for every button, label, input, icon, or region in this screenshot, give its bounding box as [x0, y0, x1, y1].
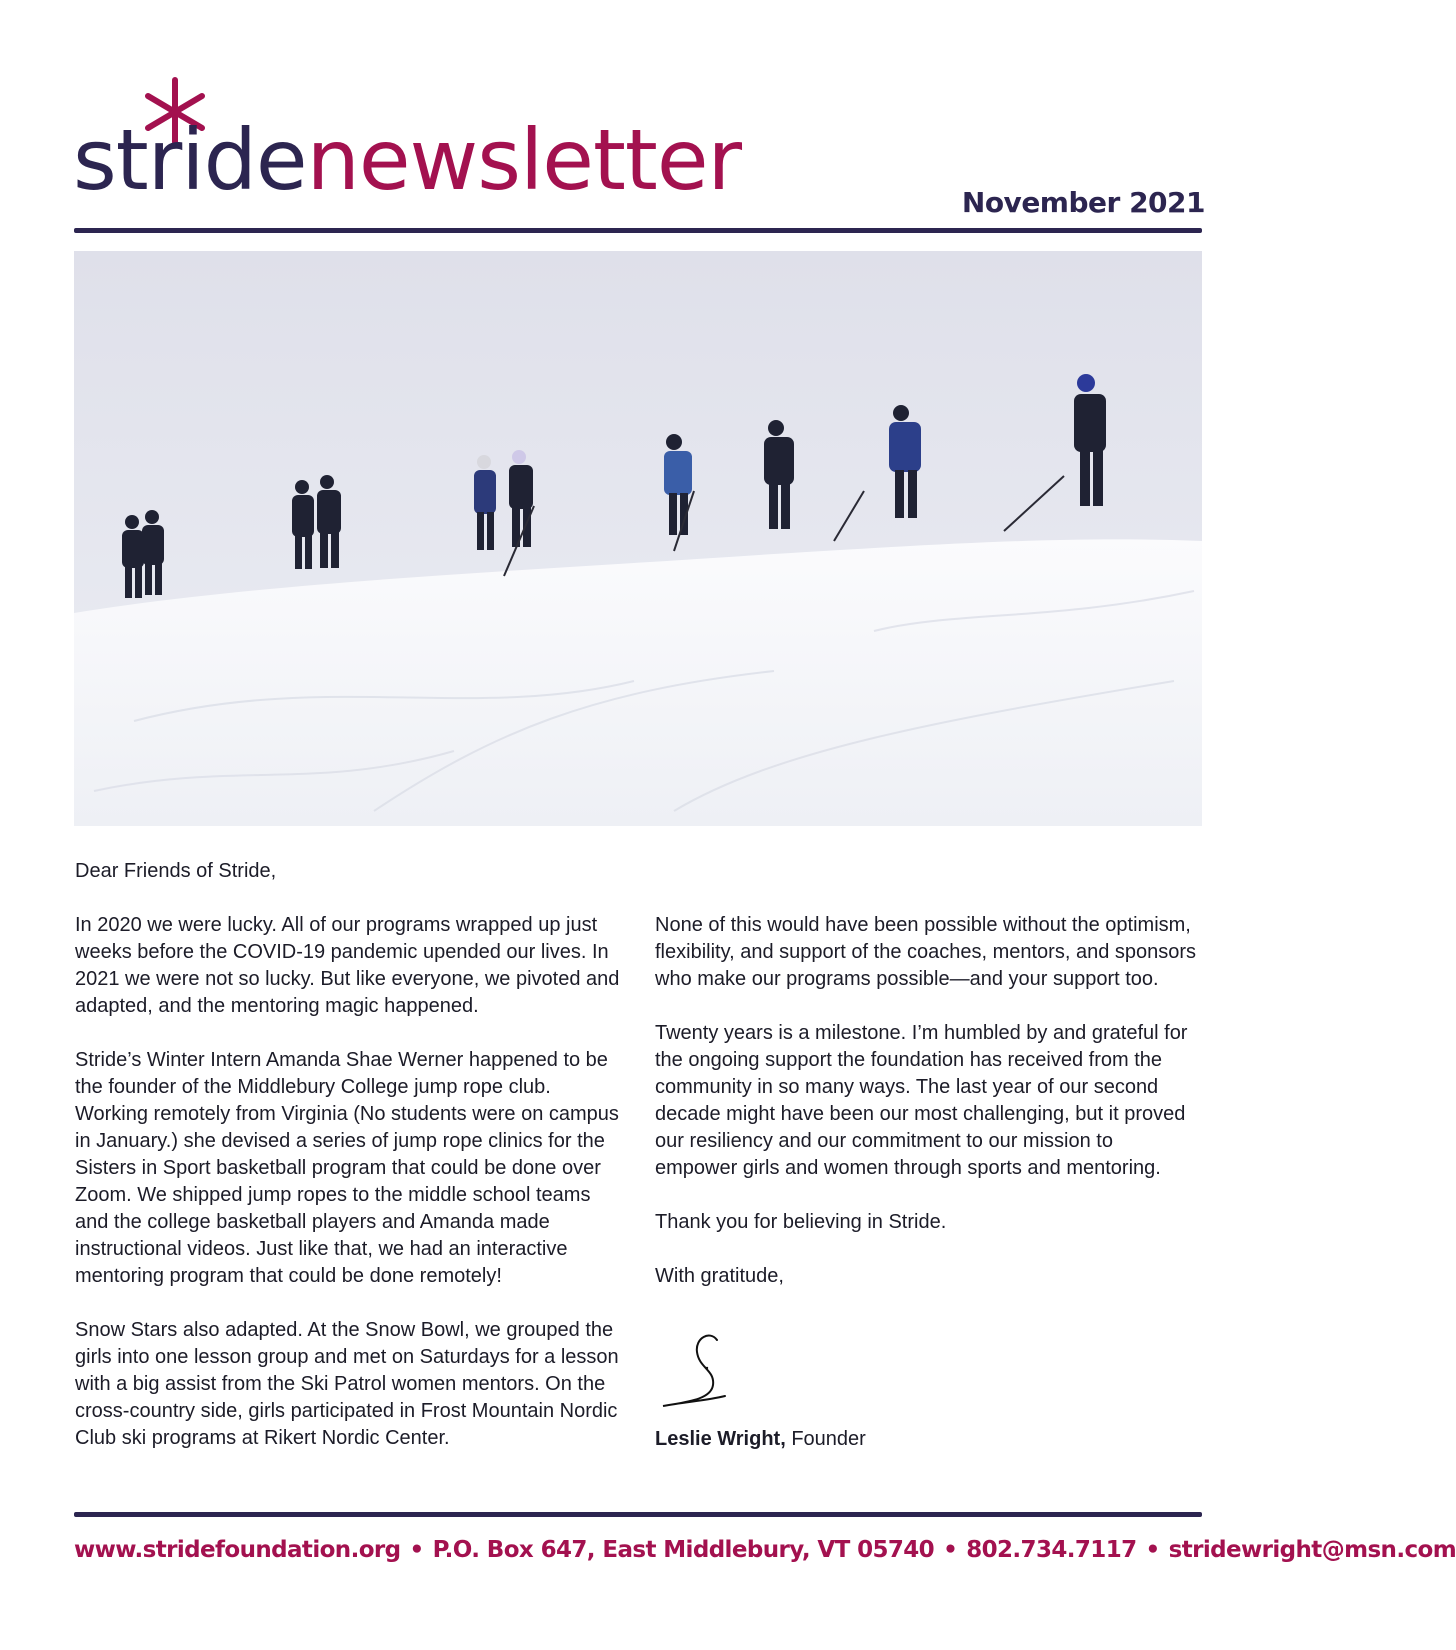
separator: • [409, 1537, 424, 1563]
signer-name: Leslie Wright, [655, 1428, 786, 1450]
logo-word-stride: stride [73, 111, 307, 209]
paragraph: Stride’s Winter Intern Amanda Shae Werner happened to be the founder of the Middlebury College jump rope club. Working remotely from Virginia (No students were on campus in January.) she devised a series of jump rope clinics for the Sisters in Sport basketball program that could be done over Zoom. We shipped jump ropes to the middle school teams and the college basketball players and Amanda made instructional videos. Just like that, we had an interactive mentoring program that could be done remotely! [75, 1049, 619, 1287]
footer-email-link[interactable]: stridewright@msn.com [1168, 1537, 1456, 1563]
paragraph: Twenty years is a milestone. I’m humbled by and grateful for the ongoing support the foundation has received from the community in so many ways. The last year of our second decade might have been our most challenging, but it proved our resiliency and our commitment to our mission to empower girls and women through sports and mentoring. [655, 1022, 1188, 1179]
paragraph: None of this would have been possible without the optimism, flexibility, and support of the coaches, mentors, and sponsors who make our programs possible—and your support too. [655, 914, 1197, 990]
letter-column-right [655, 912, 1200, 1317]
signer-title: Founder [791, 1428, 866, 1450]
letter-column-left [75, 912, 620, 1479]
issue-date: November 2021 [961, 186, 1205, 219]
logo-wordmark [73, 111, 742, 209]
letter-salutation: Dear Friends of Stride, [75, 860, 277, 882]
logo-word-newsletter: newsletter [306, 111, 742, 209]
paragraph: With gratitude, [655, 1265, 784, 1287]
separator: • [1145, 1537, 1160, 1563]
footer-address: P.O. Box 647, East Middlebury, VT 05740 [432, 1537, 935, 1563]
header-divider [74, 228, 1202, 233]
separator: • [943, 1537, 958, 1563]
footer-divider [74, 1512, 1202, 1517]
footer-contact [74, 1537, 1456, 1563]
footer-phone[interactable]: 802.734.7117 [966, 1537, 1137, 1563]
signer [655, 1428, 866, 1451]
handwritten-signature [655, 1330, 745, 1415]
skiers-photo [74, 251, 1202, 826]
paragraph: In 2020 we were lucky. All of our programs wrapped up just weeks before the COVID-19 pandemic upended our lives. In 2021 we were not so lucky. But like everyone, we pivoted and adapted, and the mentoring magic happened. [75, 914, 620, 1017]
paragraph: Snow Stars also adapted. At the Snow Bowl, we grouped the girls into one lesson group and met on Saturdays for a lesson with a big assist from the Ski Patrol women mentors. On the cross-country side, girls participated in Frost Mountain Nordic Club ski programs at Rikert Nordic Center. [75, 1319, 619, 1449]
paragraph: Thank you for believing in Stride. [655, 1211, 947, 1233]
footer-website-link[interactable]: www.stridefoundation.org [74, 1537, 401, 1563]
